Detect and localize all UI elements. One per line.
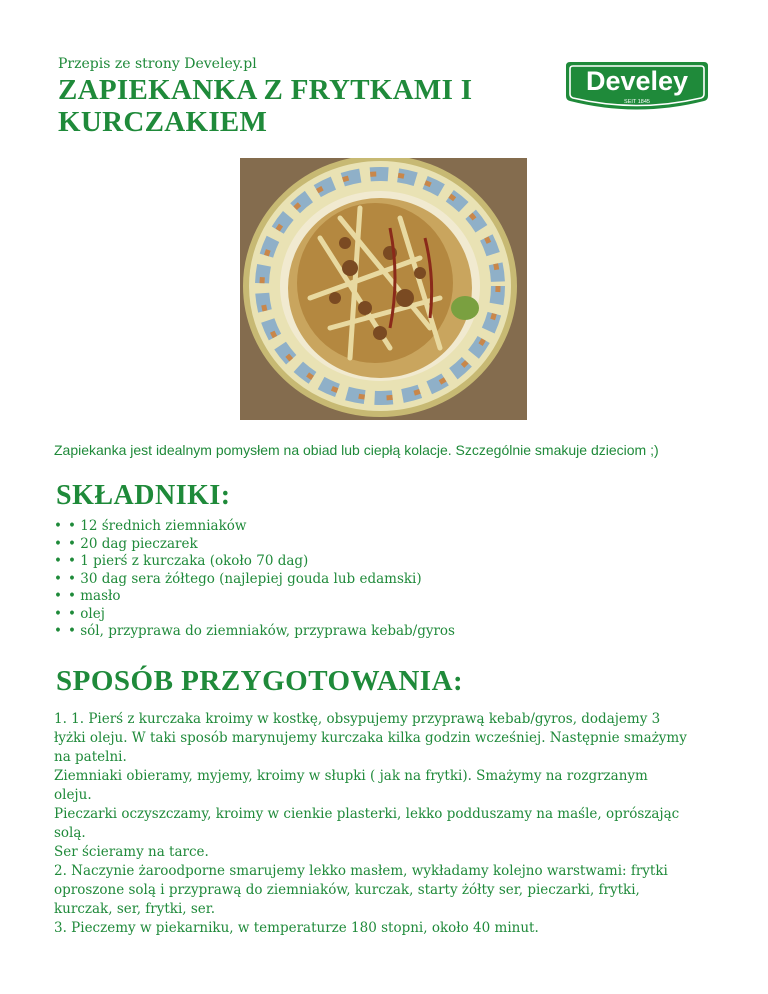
- list-item: [54, 553, 455, 571]
- step-line: 1. 1. Pierś z kurczaka kroimy w kostkę, obsypujemy przyprawą kebab/gyros, dodajemy 3: [54, 711, 661, 727]
- list-item: [54, 536, 455, 554]
- ingredients-heading: SKŁADNIKI:: [56, 480, 231, 511]
- bullet-icon: •: [54, 588, 62, 604]
- ingredient-text: • 12 średnich ziemniaków: [68, 518, 247, 534]
- method-heading: SPOSÓB PRZYGOTOWANIA:: [56, 665, 464, 697]
- step-line: łyżki oleju. W taki sposób marynujemy kurczaka kilka godzin wcześniej. Następnie smażymy: [54, 730, 687, 746]
- logo-brand: Develey: [585, 66, 689, 96]
- bullet-icon: •: [54, 623, 62, 639]
- step-line: 3. Pieczemy w piekarniku, w temperaturze 180 stopni, około 40 minut.: [54, 920, 539, 936]
- ingredient-text: • sól, przyprawa do ziemniaków, przyprawa kebab/gyros: [68, 623, 455, 639]
- bullet-icon: •: [54, 570, 62, 587]
- list-item: [54, 623, 455, 641]
- bullet-icon: •: [54, 535, 62, 552]
- develey-logo: [564, 58, 710, 116]
- bullet-icon: •: [54, 605, 62, 622]
- step-line: Pieczarki oczyszczamy, kroimy w cienkie plasterki, lekko podduszamy na maśle, oprószając: [54, 806, 680, 822]
- list-item: [54, 588, 455, 606]
- source-note: Przepis ze strony Develey.pl: [58, 56, 257, 72]
- dish-photo: [240, 158, 527, 420]
- ingredient-text: • 20 dag pieczarek: [68, 535, 198, 552]
- step-line: Ser ścieramy na tarce.: [54, 844, 209, 860]
- recipe-title: ZAPIEKANKA Z FRYTKAMI I KURCZAKIEM: [58, 74, 473, 138]
- step-line: kurczak, ser, frytki, ser.: [54, 901, 216, 917]
- bullet-icon: •: [54, 518, 62, 534]
- step-line: oleju.: [54, 787, 92, 803]
- list-item: [54, 606, 455, 624]
- ingredient-text: • olej: [68, 605, 105, 622]
- ingredient-text: • masło: [68, 588, 121, 604]
- method-steps: [54, 710, 724, 938]
- intro-text: Zapiekanka jest idealnym pomysłem na obiad lub ciepłą kolacje. Szczególnie smakuje dzieciom ;): [54, 442, 659, 458]
- ingredient-text: • 30 dag sera żółtego (najlepiej gouda lub edamski): [68, 570, 422, 587]
- bullet-icon: •: [54, 553, 62, 569]
- step-line: 2. Naczynie żaroodporne smarujemy lekko masłem, wykładamy kolejno warstwami: frytki: [54, 863, 668, 879]
- step-line: na patelni.: [54, 749, 127, 765]
- step-line: oproszone solą i przyprawą do ziemniaków, kurczak, starty żółty ser, pieczarki, frytki,: [54, 882, 640, 898]
- ingredient-text: • 1 pierś z kurczaka (około 70 dag): [68, 553, 309, 569]
- step-line: Ziemniaki obieramy, myjemy, kroimy w słupki ( jak na frytki). Smażymy na rozgrzanym: [54, 768, 648, 784]
- list-item: [54, 571, 455, 589]
- list-item: [54, 518, 455, 536]
- step-line: solą.: [54, 825, 86, 841]
- ingredients-list: [54, 518, 455, 641]
- logo-since: SEIT 1845: [624, 99, 650, 105]
